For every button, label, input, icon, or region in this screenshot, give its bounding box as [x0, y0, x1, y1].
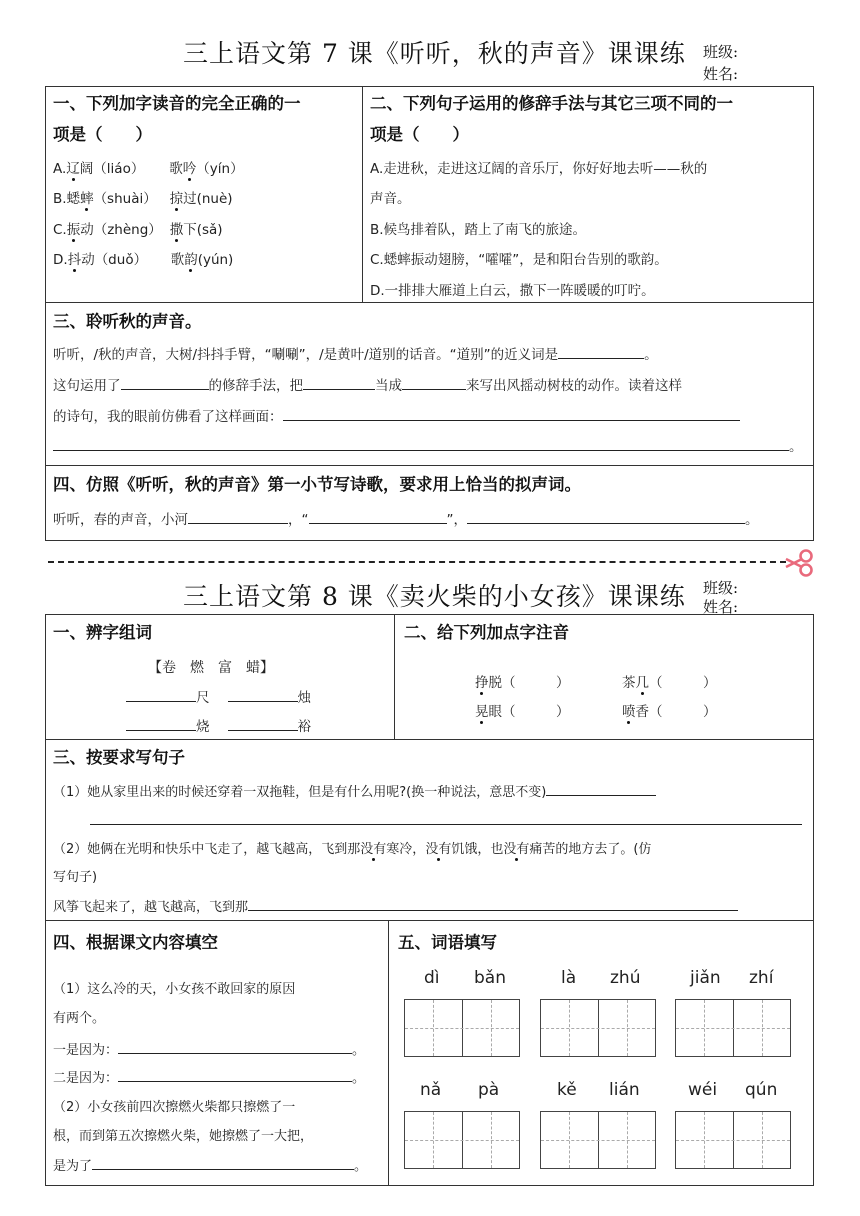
- l8-q1-blank-1[interactable]: [126, 687, 196, 702]
- l7-q3-blank-as[interactable]: [402, 375, 466, 390]
- l7-q2-option-d: D.一排排大雁道上白云，撒下一阵暖暖的叮咛。: [370, 283, 655, 299]
- l8-q1-row1: 尺 烛: [126, 686, 311, 706]
- l8-q1-heading: 一、辨字组词: [53, 623, 152, 642]
- pinyin-2b: zhú: [610, 968, 641, 988]
- l8-q4-blank-reason1[interactable]: [118, 1039, 352, 1054]
- l8-q3-imitate: 风筝飞起来了，越飞越高，飞到那: [53, 896, 738, 915]
- l7-q4-blank-3[interactable]: [467, 509, 745, 524]
- l8-q3-sentence2: （2）她俩在光明和快乐中飞走了，越飞越高，飞到那没有寒冷，没有饥饿，也没有痛苦的地方去了。(仿: [53, 838, 651, 857]
- l8-q4-heading: 四、根据课文内容填空: [53, 933, 218, 952]
- l7-q4-line1: 听听，春的声音，小河 ，“ ”， 。: [53, 508, 759, 528]
- l8-q4-blank-reason2[interactable]: [118, 1067, 352, 1082]
- l8-q3-sentence2-cont: 写句子): [53, 870, 98, 885]
- writing-grid-3[interactable]: [675, 999, 791, 1057]
- pinyin-4b: pà: [478, 1080, 500, 1100]
- l8-q1-chars: 【卷 燃 富 蜡】: [148, 660, 274, 676]
- pinyin-6a: wéi: [688, 1080, 718, 1100]
- l8-q1-row2: 烧 裕: [126, 715, 311, 735]
- pinyin-6b: qún: [745, 1080, 778, 1100]
- lesson7-class-label: 班级:: [703, 43, 739, 61]
- pinyin-5a: kě: [557, 1080, 577, 1100]
- l8-q2-item1: 挣脱（ ）: [475, 671, 570, 691]
- l7-q1-option-d: D.抖动（duǒ） 歌韵(yún): [53, 248, 233, 268]
- pinyin-1a: dì: [424, 968, 440, 988]
- l8-q5-heading: 五、词语填写: [398, 933, 497, 952]
- l8-q2-item3: 晃眼（ ）: [475, 700, 570, 720]
- writing-grid-2[interactable]: [540, 999, 656, 1057]
- l8-q4-reason1: 一是因为： 。: [53, 1039, 365, 1058]
- l8-q3-blank-1[interactable]: [546, 781, 656, 796]
- writing-grid-6[interactable]: [675, 1111, 791, 1169]
- l7-q3-blank-synonym[interactable]: [558, 344, 644, 359]
- l7-q3-line3: 的诗句，我的眼前仿佛看了这样画面：: [53, 405, 740, 425]
- l8-q4-p1b: 有两个。: [53, 1011, 106, 1026]
- l7-q2-heading-b: 项是（ ）: [370, 125, 469, 144]
- l7-q3-heading: 三、聆听秋的声音。: [53, 312, 202, 331]
- l7-q4-blank-1[interactable]: [188, 509, 288, 524]
- l7-q2-option-c: C.蟋蟀振动翅膀，“嚯嚯”，是和阳台告别的歌韵。: [370, 252, 668, 268]
- pinyin-1b: bǎn: [474, 968, 506, 988]
- l7-q1-heading-b: 项是（ ）: [53, 125, 152, 144]
- l8-q4-p2a: （2）小女孩前四次擦燃火柴都只擦燃了一: [53, 1100, 296, 1115]
- lesson8-class-label: 班级:: [703, 579, 739, 597]
- l7-q4-heading: 四、仿照《听听，秋的声音》第一小节写诗歌，要求用上恰当的拟声词。: [53, 475, 581, 494]
- l8-q1-blank-2[interactable]: [228, 687, 298, 702]
- l8-q4-p2c: 是为了 。: [53, 1155, 367, 1174]
- pinyin-5b: lián: [609, 1080, 640, 1100]
- lesson8-title: 三上语文第 8 课《卖火柴的小女孩》课课练: [183, 582, 686, 611]
- l8-q2-heading: 二、给下列加点字注音: [404, 623, 569, 642]
- l7-q1-option-a: A.辽阔（liáo） 歌吟（yín）: [53, 157, 244, 177]
- l7-q1-option-c: C.振动（zhèng） 撒下(sǎ): [53, 218, 223, 238]
- l8-q3-blank-3[interactable]: [248, 896, 738, 911]
- writing-grid-1[interactable]: [404, 999, 520, 1057]
- pinyin-3b: zhí: [749, 968, 774, 988]
- l7-q2-heading-a: 二、下列句子运用的修辞手法与其它三项不同的一: [370, 94, 733, 113]
- l7-q2-option-a-line1: A.走进秋，走进这辽阔的音乐厅，你好好地去听——秋的: [370, 161, 708, 177]
- l8-q1-blank-4[interactable]: [228, 716, 298, 731]
- lesson7-name-label: 姓名:: [703, 65, 739, 83]
- pinyin-2a: là: [561, 968, 577, 988]
- l7-q3-line4: 。: [53, 435, 803, 455]
- pinyin-4a: nǎ: [420, 1080, 442, 1100]
- l7-q2-option-b: B.候鸟排着队，踏上了南飞的旅途。: [370, 222, 587, 238]
- l8-q3-sentence1: （1）她从家里出来的时候还穿着一双拖鞋，但是有什么用呢?(换一种说法，意思不变): [53, 781, 656, 800]
- l7-q3-blank-rhetoric[interactable]: [121, 375, 209, 390]
- l7-q1-option-b: B.蟋蟀（shuài） 掠过(nuè): [53, 187, 233, 207]
- l8-q3-blank-2[interactable]: [90, 810, 802, 825]
- l8-q4-p1a: （1）这么冷的天，小女孩不敢回家的原因: [53, 982, 296, 997]
- l8-q4-blank-purpose[interactable]: [92, 1155, 354, 1170]
- l7-q3-blank-scene2[interactable]: [53, 436, 789, 451]
- lesson7-title: 三上语文第 7 课《听听，秋的声音》课课练: [183, 39, 686, 68]
- l8-q4-p2b: 根，而到第五次擦燃火柴，她擦燃了一大把，: [53, 1129, 314, 1144]
- writing-grid-4[interactable]: [404, 1111, 520, 1169]
- l8-q3-line2: [90, 810, 802, 829]
- pinyin-3a: jiǎn: [690, 968, 721, 988]
- l7-q2-option-a-line2: 声音。: [370, 191, 411, 207]
- l7-q3-blank-object[interactable]: [303, 375, 375, 390]
- writing-grid-5[interactable]: [540, 1111, 656, 1169]
- l7-q3-line2: 这句运用了 的修辞手法，把 当成 来写出风摇动树枝的动作。读着这样: [53, 374, 682, 394]
- scissors-icon: [784, 548, 814, 578]
- lesson8-name-label: 姓名:: [703, 598, 739, 616]
- l7-q4-blank-2[interactable]: [309, 509, 447, 524]
- cut-line: [48, 561, 786, 563]
- l8-q2-item4: 喷香（ ）: [622, 700, 717, 720]
- l8-q1-blank-3[interactable]: [126, 716, 196, 731]
- l7-q3-line1: 听听，/秋的声音，大树/抖抖手臂，“唰唰”，/是黄叶/道别的话音。“道别”的近义词是 。: [53, 343, 658, 363]
- l7-q3-blank-scene1[interactable]: [283, 406, 740, 421]
- l8-q3-heading: 三、按要求写句子: [53, 748, 185, 767]
- l8-q4-reason2: 二是因为： 。: [53, 1067, 365, 1086]
- l7-q1-heading-a: 一、下列加字读音的完全正确的一: [53, 94, 301, 113]
- l8-q2-item2: 茶几（ ）: [622, 671, 717, 691]
